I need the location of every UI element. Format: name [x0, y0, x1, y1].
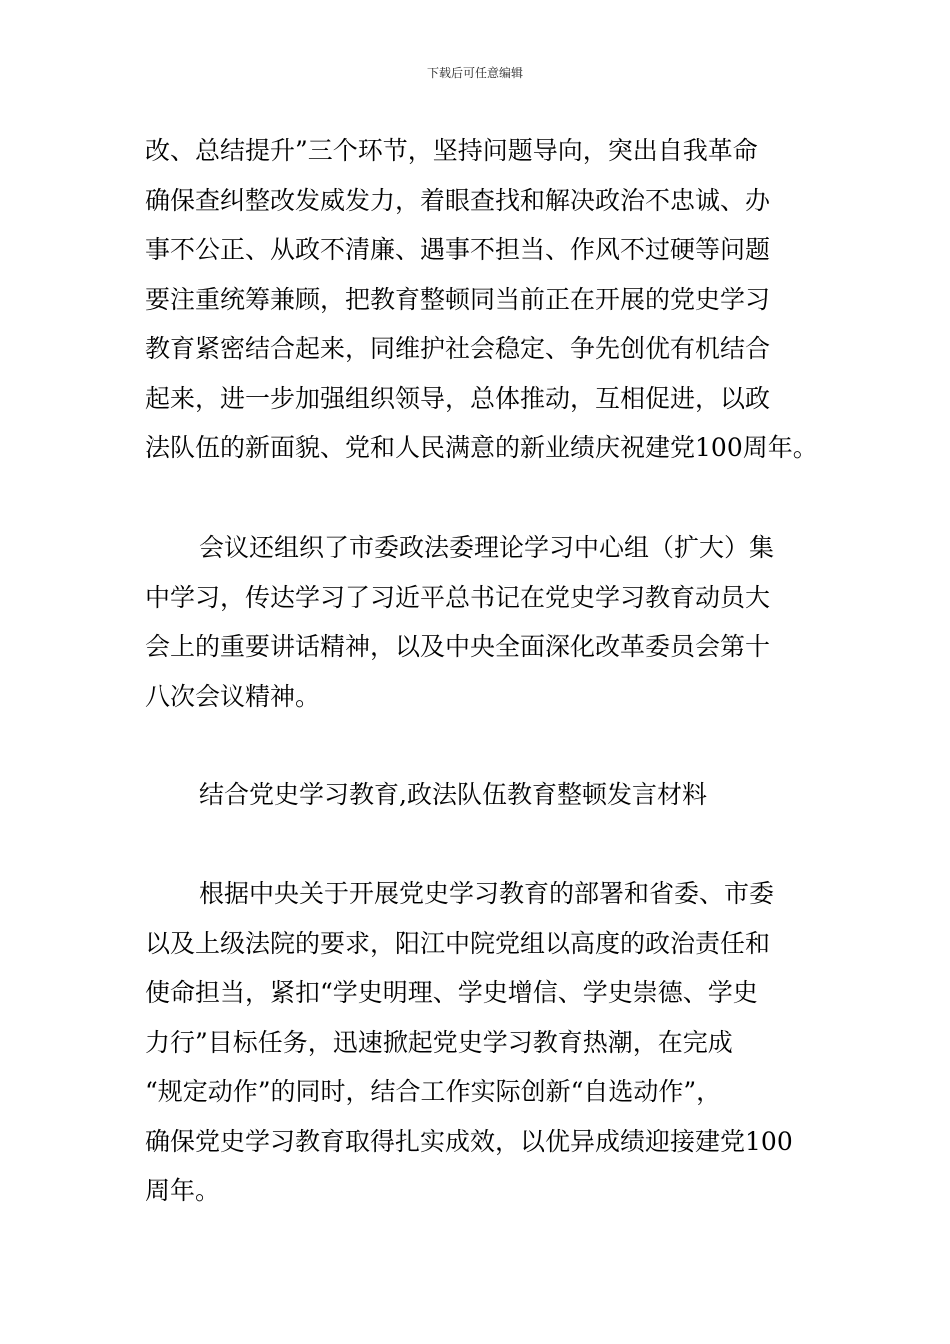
text-line: 法队伍的新面貌、党和人民满意的新业绩庆祝建党100周年。: [145, 433, 818, 462]
text-line: 以及上级法院的要求，阳江中院党组以高度的政治责任和: [145, 928, 771, 958]
text-line: 八次会议精神。: [145, 681, 321, 711]
text-line: 要注重统筹兼顾，把教育整顿同当前正在开展的党史学习: [145, 284, 771, 314]
text-line: 周年。: [145, 1176, 221, 1205]
text-line: 使命担当，紧扣“学史明理、学史增信、学史崇德、学史: [145, 978, 758, 1007]
paragraph-meeting-requirements: [145, 126, 818, 473]
text-line: 会上的重要讲话精神，以及中央全面深化改革委员会第十: [145, 632, 771, 661]
text-line: 确保查纠整改发威发力，着眼查找和解决政治不忠诚、办: [145, 185, 771, 215]
text-line: 中学习，传达学习了习近平总书记在党史学习教育动员大: [145, 582, 771, 612]
text-line: 根据中央关于开展党史学习教育的部署和省委、市委: [199, 879, 775, 908]
paragraph-court-study: [145, 869, 815, 1216]
text-line: 教育紧密结合起来，同维护社会稳定、争先创优有机结合: [145, 334, 771, 363]
text-line: 改、总结提升”三个环节，坚持问题导向，突出自我革命: [145, 136, 758, 165]
text-line: 力行”目标任务，迅速掀起党史学习教育热潮，在完成: [145, 1027, 733, 1057]
text-line: 事不公正、从政不清廉、遇事不担当、作风不过硬等问题: [145, 235, 771, 264]
paragraph-group-study: [145, 523, 815, 721]
text-line: 确保党史学习教育取得扎实成效，以优异成绩迎接建党100: [145, 1126, 793, 1156]
text-line: “规定动作”的同时，结合工作实际创新“自选动作”，: [145, 1077, 722, 1106]
section-title-text: 结合党史学习教育,政法队伍教育整顿发言材料: [199, 780, 707, 809]
section-title: [145, 770, 815, 820]
header-note: 下载后可任意编辑: [426, 66, 523, 80]
text-line: 会议还组织了市委政法委理论学习中心组（扩大）集: [199, 533, 775, 562]
text-line: 起来，进一步加强组织领导，总体推动，互相促进，以政: [145, 383, 771, 413]
